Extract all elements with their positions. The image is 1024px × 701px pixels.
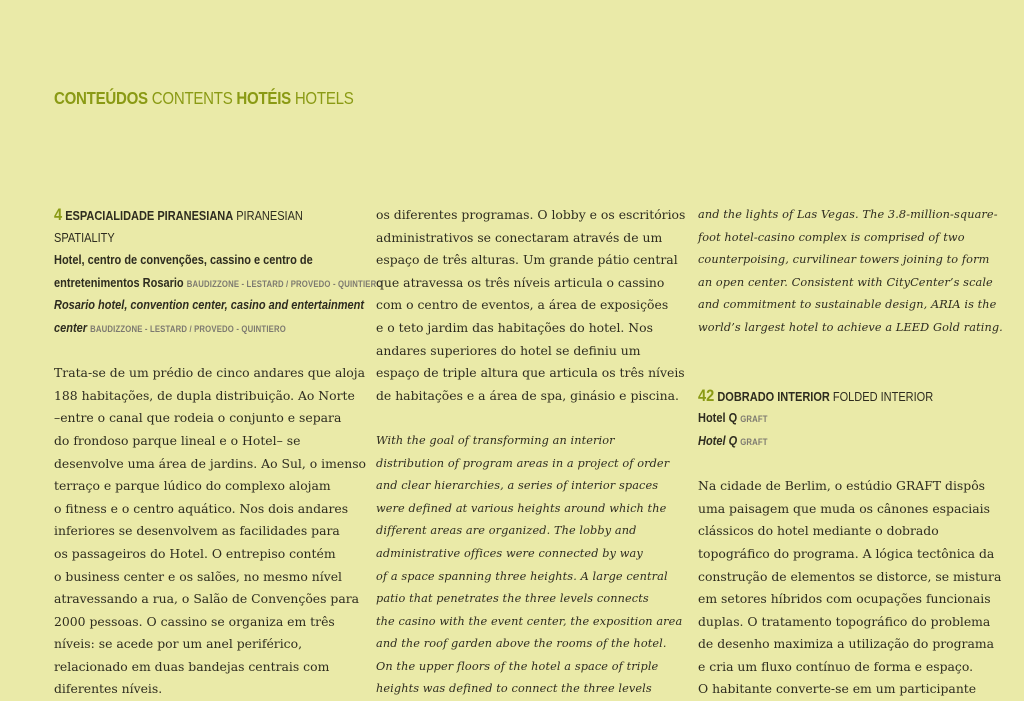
architects-credit: BAUDIZZONE - LESTARD / PROVEDO - QUINTIERO: [186, 278, 383, 289]
section-title-line: [54, 204, 354, 227]
body-text-pt: [54, 362, 367, 701]
body-line: and the lights of Las Vegas. The 3.8-million-square-: [698, 208, 998, 221]
body-line: heights was defined to connect the three levels: [376, 682, 652, 696]
project-line: [54, 272, 383, 295]
section-title-pt: ESPACIALIDADE PIRANESIANA: [65, 208, 234, 223]
body-line: desenvolve uma área de jardins. Ao Sul, o imenso: [54, 455, 367, 471]
body-line: administrativos se conectaram através de um: [376, 229, 663, 245]
body-line: Trata-se de um prédio de cinco andares que aloja: [54, 365, 365, 381]
body-line: O habitante converte-se em um participante: [698, 681, 977, 697]
body-line: Na cidade de Berlim, o estúdio GRAFT dispôs: [698, 478, 986, 494]
body-line: do frondoso parque lineal e o Hotel– se: [54, 432, 301, 448]
body-line: 2000 pessoas. O cassino se organiza em três: [54, 613, 335, 629]
header-hotels-en: HOTELS: [290, 88, 354, 108]
body-line: relacionado em duas bandejas centrais com: [54, 658, 330, 674]
header-hotels-pt: HOTÉIS: [236, 88, 291, 108]
body-line: 188 habitações, de dupla distribuição. Ao Norte: [54, 387, 355, 403]
body-line: construção de elementos se distorce, se mistura: [698, 568, 1002, 584]
body-line: topográfico do programa. A lógica tectônica da: [698, 545, 995, 561]
section-title-en: PIRANESIAN: [233, 208, 303, 223]
body-line: and clear hierarchies, a series of interior spaces: [376, 479, 659, 493]
body-text-en: [376, 430, 683, 701]
body-line: terraço e parque lúdico do complexo alojam: [54, 478, 331, 494]
column-1: [54, 204, 383, 701]
project-name-pt-cont: entretenimentos Rosario: [54, 274, 187, 290]
body-text-pt: [698, 475, 1002, 701]
body-line: administrative offices were connected by way: [376, 546, 643, 560]
project-name-en-cont: center: [54, 319, 91, 335]
project-line: [698, 430, 998, 453]
body-line: os passageiros do Hotel. O entrepiso contém: [54, 545, 336, 561]
project-name-pt: Hotel Q: [698, 410, 741, 426]
body-line: o business center e os salões, no mesmo nível: [54, 568, 342, 584]
section-number: 42: [698, 385, 715, 405]
body-line: –entre o canal que rodeia o conjunto e separa: [54, 410, 342, 426]
body-line: different areas are organized. The lobby and: [376, 524, 637, 538]
section-title-pt: DOBRADO INTERIOR: [717, 388, 830, 404]
body-line: uma paisagem que muda os cânones espaciais: [698, 500, 990, 516]
section-number: 4: [54, 205, 63, 224]
body-line: e o teto jardim das habitações do hotel. Nos: [376, 319, 653, 335]
body-line: an open center. Consistent with CityCenter’s scale: [698, 275, 993, 289]
body-line: and the roof garden above the rooms of the hotel.: [376, 637, 667, 651]
body-line: diferentes níveis.: [54, 681, 163, 697]
page-header: [54, 88, 353, 109]
body-text-en: [698, 204, 1003, 340]
project-name-pt: Hotel, centro de convenções, cassino e centro de: [54, 252, 313, 268]
architects-credit: BAUDIZZONE - LESTARD / PROVEDO - QUINTIERO: [90, 323, 286, 334]
body-line: atravessando a rua, o Salão de Convenções para: [54, 591, 360, 607]
body-line: andares superiores do hotel se definiu um: [376, 342, 641, 358]
body-line: com o centro de eventos, a área de exposições: [376, 297, 669, 313]
project-name-en: Rosario hotel, convention center, casino and entertainment: [54, 297, 365, 313]
body-line: espaço de triple altura que articula os três níveis: [376, 365, 685, 381]
body-line: o fitness e o centro aquático. Nos dois andares: [54, 500, 349, 516]
body-line: distribution of program areas in a project of order: [376, 456, 670, 470]
header-contents-pt: CONTEÚDOS: [54, 88, 148, 108]
body-line: clássicos do hotel mediante o dobrado: [698, 523, 939, 539]
project-line: [54, 294, 365, 317]
body-line: espaço de três alturas. Um grande pátio central: [376, 252, 678, 268]
body-line: e cria um fluxo contínuo de forma e espaço.: [698, 658, 974, 674]
section-title-line: [54, 227, 354, 250]
body-line: de habitações e a área de spa, ginásio e piscina.: [376, 387, 679, 403]
body-line: On the upper floors of the hotel a space of triple: [376, 659, 659, 673]
project-line: [54, 249, 354, 272]
body-line: the casino with the event center, the exposition area: [376, 614, 683, 628]
section-title-en-cont: SPATIALITY: [54, 229, 115, 245]
body-line: of a space spanning three heights. A large central: [376, 569, 668, 583]
project-line: [698, 407, 998, 430]
project-name-en: Hotel Q: [698, 432, 741, 448]
column-2: [376, 204, 686, 701]
architects-credit: GRAFT: [740, 414, 768, 425]
section-title-line: [698, 385, 998, 408]
architects-credit: GRAFT: [740, 436, 768, 447]
header-contents-en: CONTENTS: [147, 88, 237, 108]
body-line: em setores híbridos com ocupações funcionais: [698, 591, 991, 607]
body-line: With the goal of transforming an interior: [376, 433, 615, 447]
body-line: que atravessa os três níveis articula o cassino: [376, 274, 665, 290]
body-line: foot hotel-casino complex is comprised of two: [698, 230, 965, 244]
body-line: inferiores se desenvolvem as facilidades para: [54, 523, 340, 539]
body-line: de desenho maximiza a utilização do programa: [698, 636, 995, 652]
body-line: counterpoising, curvilinear towers joining to form: [698, 253, 990, 267]
project-line: [54, 317, 354, 340]
body-line: os diferentes programas. O lobby e os escritórios: [376, 207, 686, 222]
section-title-en: FOLDED INTERIOR: [829, 388, 934, 404]
body-line: patio that penetrates the three levels connects: [376, 592, 649, 606]
body-line: níveis: se acede por um anel periférico,: [54, 636, 303, 652]
body-line: were defined at various heights around which the: [376, 501, 667, 515]
body-line: and commitment to sustainable design, ARIA is the: [698, 298, 997, 312]
body-line: world’s largest hotel to achieve a LEED Gold rating.: [698, 320, 1003, 334]
column-3: [698, 204, 1003, 701]
body-text-pt: [376, 204, 686, 407]
body-line: duplas. O tratamento topográfico do problema: [698, 613, 991, 629]
